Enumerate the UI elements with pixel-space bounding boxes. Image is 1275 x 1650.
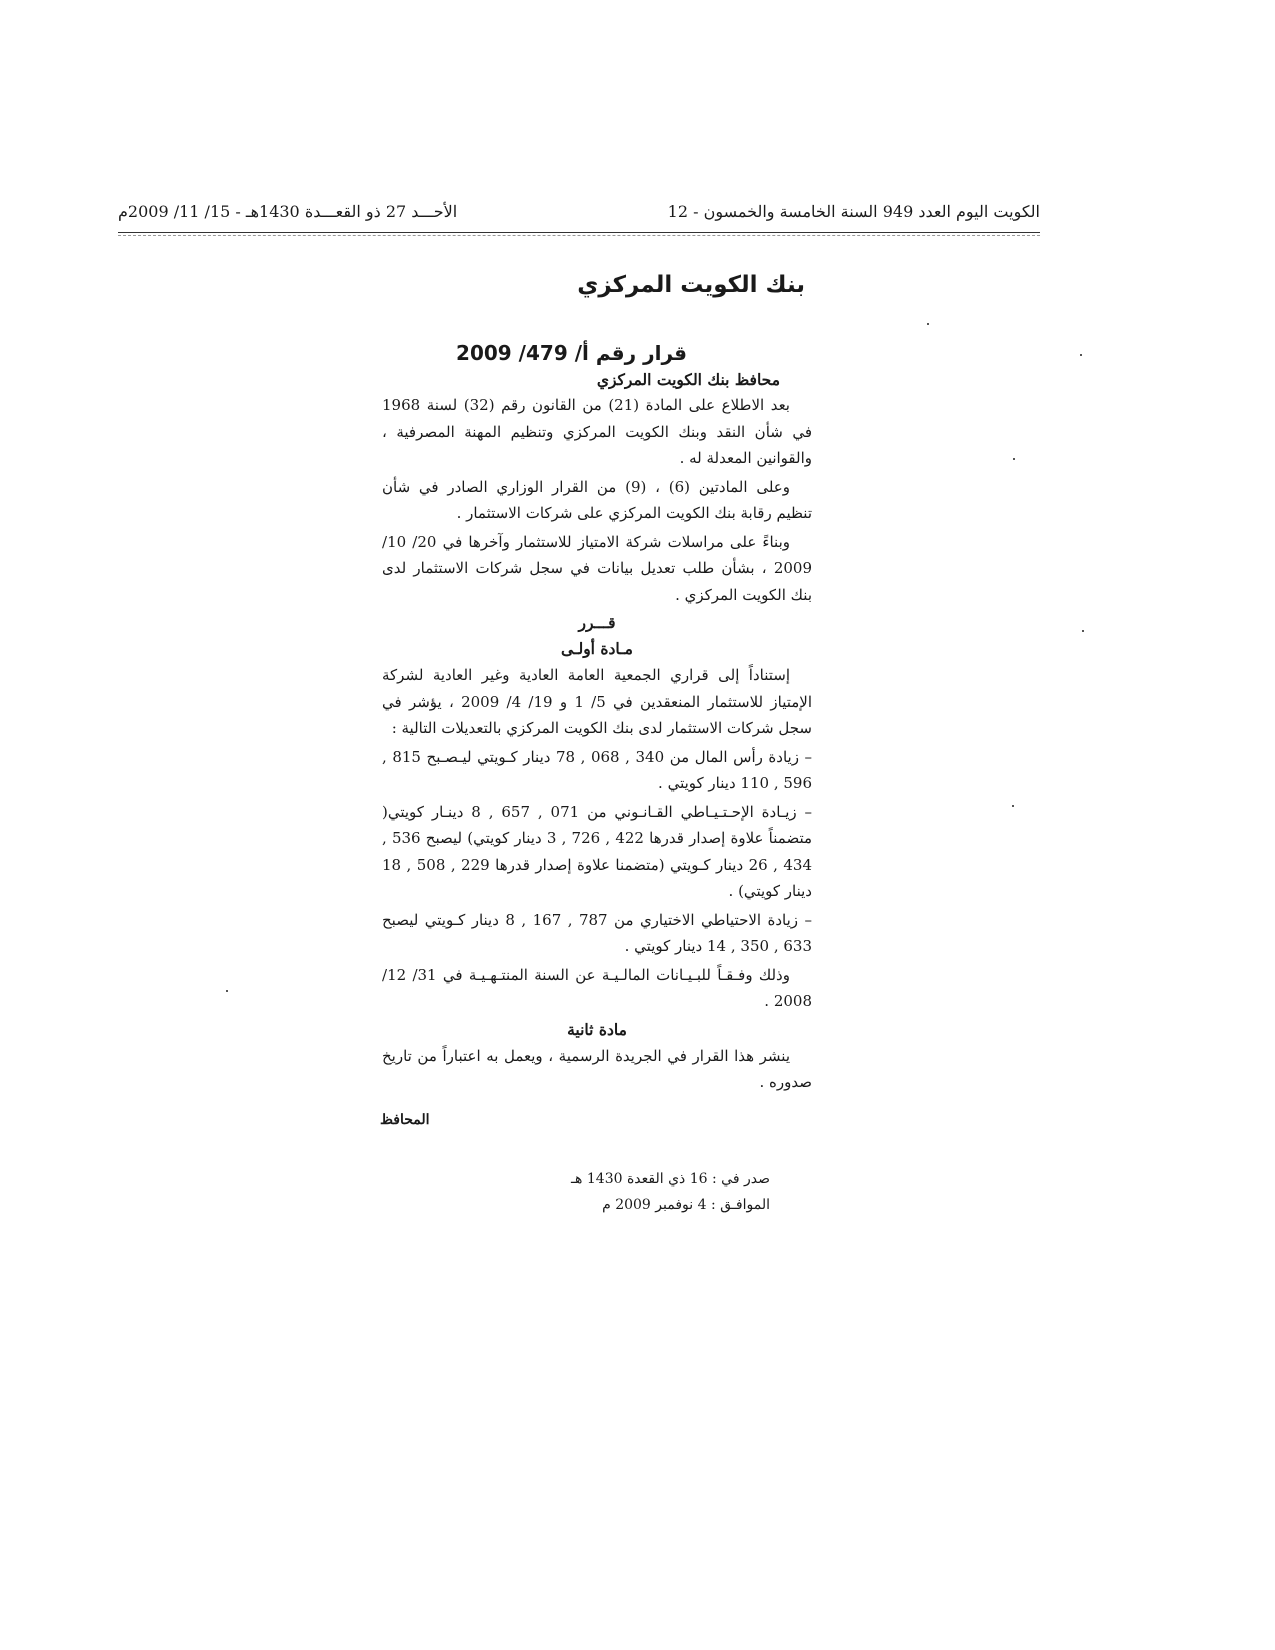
article-one-closing: وذلك وفـقـاً للبـيـانات المالـيـة عن السنة المنتـهـيـة في 31/ 12/ 2008 . [382,965,812,1010]
amendment-item: – زيادة رأس المال من 340 , 068 , 78 دينار كـويتي ليـصـبح 815 , 596 , 110 دينار كويتي . [382,747,813,792]
article-two-text: ينشر هذا القرار في الجريدة الرسمية ، ويعمل به اعتباراً من تاريخ صدوره . [382,1046,812,1091]
scan-speck [927,323,929,325]
decision-number: قرار رقم أ/ 479/ 2009 [456,341,687,365]
scan-speck [1013,458,1015,460]
header-rule-secondary [118,235,1040,236]
scan-speck [1080,354,1082,356]
header-rule [118,232,1040,233]
article-one-title: مـادة أولـى [561,639,633,658]
header-issue-info: الكويت اليوم العدد 949 السنة الخامسة والخمسون - 12 [667,202,1040,221]
decision-body [382,338,812,1098]
article-one-intro: إستناداً إلى قراري الجمعية العامة العادية وغير العادية لشركة الإمتياز للاستثمار المنعقدين في 5/ 1 و 19/ 4/ 2009 ، يؤشر في سجل شركات الاستثمار لدى بنك الكويت المركزي بالتعديلات التالية : [382,666,812,737]
preamble-paragraph: وبناءً على مراسلات شركة الامتياز للاستثمار وآخرها في 20/ 10/ 2009 ، بشأن طلب تعديل بيانات في سجل شركات الاستثمار لدى بنك الكويت المركزي . [382,532,812,604]
preamble-paragraph: بعد الاطلاع على المادة (21) من القانون رقم (32) لسنة 1968 في شأن النقد وبنك الكويت المركزي وتنظيم المهنة المصرفية ، والقوانين المعدلة له . [382,396,812,467]
issue-date-block [540,1166,770,1218]
amendment-item: – زيادة الاحتياطي الاختياري من 787 , 167 , 8 دينار كـويتي ليصبح 633 , 350 , 14 دينار كويتي . [382,910,812,955]
decides-label: قـــرر [578,613,616,632]
scan-speck [1012,805,1014,807]
scan-speck [1082,630,1084,632]
page-header [118,198,1040,232]
decision-issuer: محافظ بنك الكويت المركزي [596,370,780,389]
issued-gregorian: الموافـق : 4 نوفمبر 2009 م [602,1197,770,1213]
scan-speck [226,990,228,992]
bank-title: بنك الكويت المركزي [577,272,805,298]
preamble-paragraph: وعلى المادتين (6) ، (9) من القرار الوزاري الصادر في شأن تنظيم رقابة بنك الكويت المركزي على شركات الاستثمار . [382,477,812,522]
amendment-item: – زيـادة الإحـتـيـاطي القـانـوني من 071 , 657 , 8 دينـار كويتي( متضمناً علاوة إصدار قدرها 422 , 726 , 3 دينار كويتي) ليصبح 536 , 434 , 26 دينار كـويتي (متضمنا علاوة إصدار قدرها 229 , 508 , 18 دينار كويتي) . [382,802,813,900]
issued-hijri: صدر في : 16 ذي القعدة 1430 هـ [570,1171,770,1187]
header-date: الأحـــد 27 ذو القعـــدة 1430هـ - 15/ 11/ 2009م [118,202,458,221]
article-two-title: مادة ثانية [567,1019,627,1039]
governor-signature: المحافظ [380,1112,430,1128]
